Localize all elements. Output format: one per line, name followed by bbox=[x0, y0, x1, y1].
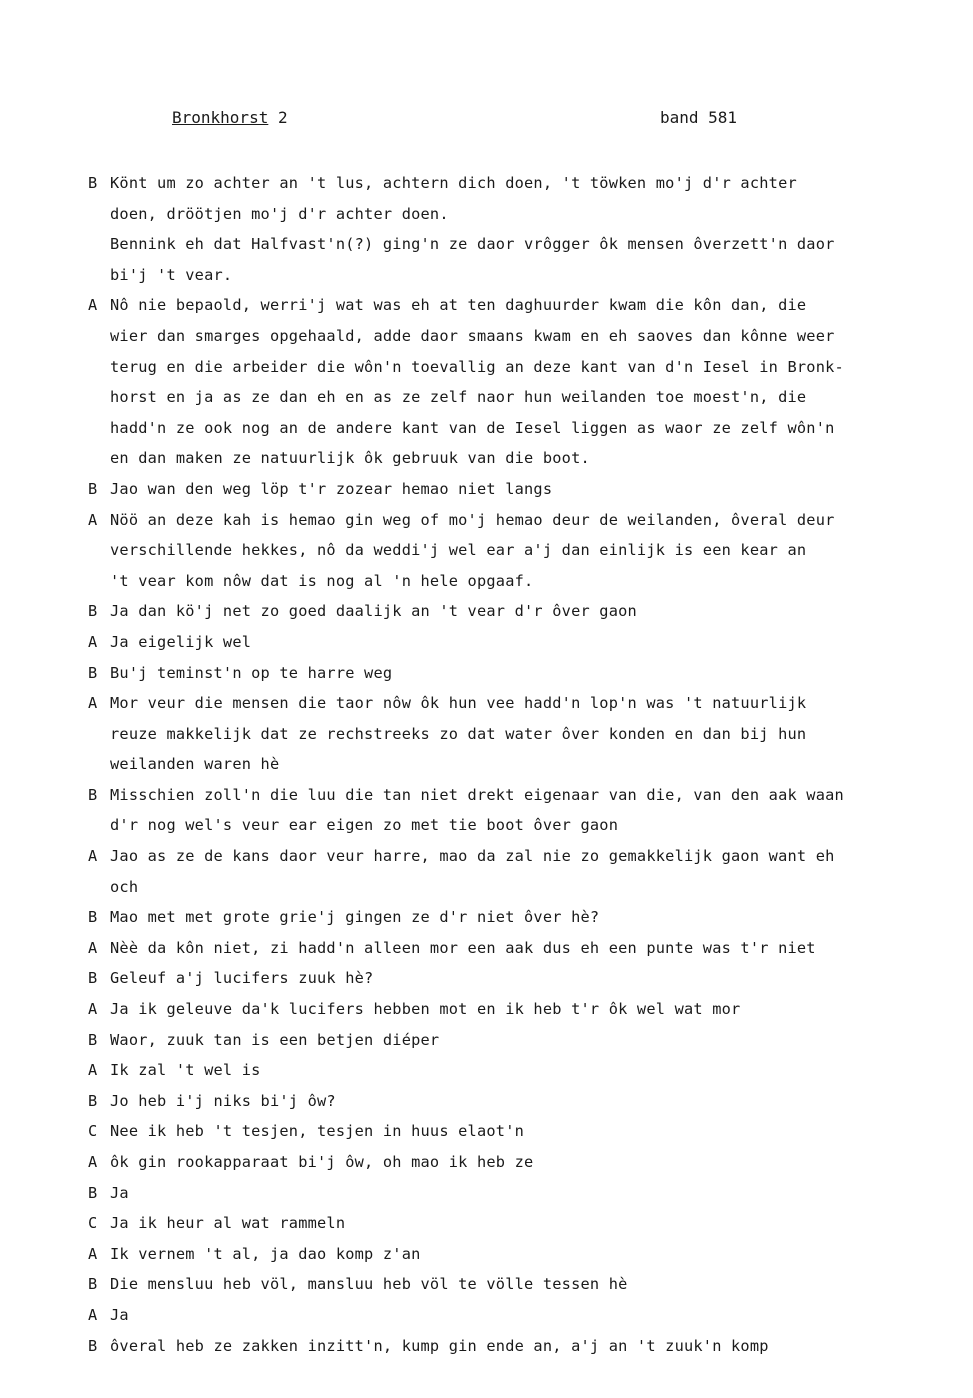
text-line: Nöö an deze kah is hemao gin weg of mo'j hemao deur de weilanden, ôveral deur bbox=[110, 510, 835, 529]
text-line: ôveral heb ze zakken inzitt'n, kump gin ende an, a'j an 't zuuk'n komp bbox=[110, 1336, 769, 1355]
transcript-turn bbox=[88, 1331, 908, 1362]
text-line: Bennink eh dat Halfvast'n(?) ging'n ze daor vrôgger ôk mensen ôverzett'n daor bbox=[110, 235, 835, 254]
transcript-turn bbox=[88, 994, 908, 1025]
text-line: Jao wan den weg löp t'r zozear hemao niet langs bbox=[110, 479, 553, 498]
text-line: verschillende hekkes, nô da weddi'j wel ear a'j dan einlijk is een kear an bbox=[110, 541, 807, 560]
transcript-turn bbox=[88, 1269, 908, 1300]
text-line: Jo heb i'j niks bi'j ôw? bbox=[110, 1091, 336, 1110]
text-line: 't vear kom nôw dat is nog al 'n hele opgaaf. bbox=[110, 571, 534, 590]
speaker-label: A bbox=[88, 847, 98, 866]
speaker-label: A bbox=[88, 632, 98, 651]
transcript-turn bbox=[88, 1300, 908, 1331]
speaker-label: B bbox=[88, 1336, 98, 1355]
turn-text bbox=[110, 933, 908, 964]
turn-text bbox=[110, 290, 908, 474]
text-line: Waor, zuuk tan is een betjen diéper bbox=[110, 1030, 440, 1049]
text-line: hadd'n ze ook nog an de andere kant van de Iesel liggen as waor ze zelf wôn'n bbox=[110, 418, 835, 437]
text-line: och bbox=[110, 877, 139, 896]
turn-text bbox=[110, 168, 908, 290]
speaker-label: B bbox=[88, 1183, 98, 1202]
transcript bbox=[88, 168, 908, 1361]
speaker-label: A bbox=[88, 296, 98, 315]
text-line: ôk gin rookapparaat bi'j ôw, oh mao ik heb ze bbox=[110, 1153, 534, 1171]
speaker-label: B bbox=[88, 663, 98, 682]
turn-text bbox=[110, 1147, 908, 1178]
text-line: Ik vernem 't al, ja dao komp z'an bbox=[110, 1244, 421, 1263]
turn-text bbox=[110, 1116, 908, 1147]
transcript-turn bbox=[88, 1055, 908, 1086]
text-line: Nèè da kôn niet, zi hadd'n alleen mor een aak dus eh een punte was t'r niet bbox=[110, 938, 816, 957]
turn-text bbox=[110, 1208, 908, 1239]
speaker-label: B bbox=[88, 785, 98, 804]
turn-text bbox=[110, 1178, 908, 1209]
transcript-turn bbox=[88, 1147, 908, 1178]
text-line: Jao as ze de kans daor veur harre, mao da zal nie zo gemakkelijk gaon want eh bbox=[110, 847, 835, 866]
text-line: Nô nie bepaold, werri'j wat was eh at ten daghuurder kwam die kôn dan, die bbox=[110, 296, 807, 315]
text-line: Könt um zo achter an 't lus, achtern dich doen, 't töwken mo'j d'r achter bbox=[110, 174, 797, 192]
turn-text bbox=[110, 1300, 908, 1331]
turn-text bbox=[110, 596, 908, 627]
speaker-label: B bbox=[88, 174, 98, 192]
turn-text bbox=[110, 841, 908, 902]
speaker-label: A bbox=[88, 1153, 98, 1171]
text-line: Ja bbox=[110, 1183, 129, 1202]
speaker-label: A bbox=[88, 1061, 98, 1080]
speaker-label: B bbox=[88, 1275, 98, 1294]
speaker-label: B bbox=[88, 1091, 98, 1110]
transcript-turn bbox=[88, 168, 908, 290]
text-line: Ja dan kö'j net zo goed daalijk an 't vear d'r ôver gaon bbox=[110, 602, 637, 621]
transcript-turn bbox=[88, 688, 908, 780]
transcript-turn bbox=[88, 1239, 908, 1270]
text-line: Mor veur die mensen die taor nôw ôk hun vee hadd'n lop'n was 't natuurlijk bbox=[110, 694, 807, 713]
turn-text bbox=[110, 1025, 908, 1056]
speaker-label: A bbox=[88, 1244, 98, 1263]
transcript-turn bbox=[88, 1116, 908, 1147]
transcript-turn bbox=[88, 1208, 908, 1239]
speaker-label: B bbox=[88, 908, 98, 927]
transcript-turn bbox=[88, 474, 908, 505]
transcript-turn bbox=[88, 1025, 908, 1056]
text-line: Bu'j teminst'n op te harre weg bbox=[110, 663, 393, 682]
speaker-label: B bbox=[88, 479, 98, 498]
speaker-label: C bbox=[88, 1214, 98, 1233]
text-line: Ja eigelijk wel bbox=[110, 632, 252, 651]
speaker-label: A bbox=[88, 1000, 98, 1019]
turn-text bbox=[110, 1239, 908, 1270]
transcript-turn bbox=[88, 1086, 908, 1117]
text-line: Ja ik heur al wat rammeln bbox=[110, 1214, 346, 1233]
text-line: Ja ik geleuve da'k lucifers hebben mot en ik heb t'r ôk wel wat mor bbox=[110, 1000, 741, 1019]
text-line: Geleuf a'j lucifers zuuk hè? bbox=[110, 969, 374, 988]
transcript-turn bbox=[88, 596, 908, 627]
turn-text bbox=[110, 1331, 908, 1362]
turn-text bbox=[110, 1269, 908, 1300]
speaker-label: A bbox=[88, 1305, 98, 1324]
transcript-turn bbox=[88, 963, 908, 994]
turn-text bbox=[110, 627, 908, 658]
text-line: weilanden waren hè bbox=[110, 755, 280, 774]
text-line: Die mensluu heb völ, mansluu heb völ te völle tessen hè bbox=[110, 1275, 628, 1294]
speaker-label: C bbox=[88, 1122, 98, 1141]
text-line: Ik zal 't wel is bbox=[110, 1061, 261, 1080]
turn-text bbox=[110, 902, 908, 933]
text-line: en dan maken ze natuurlijk ôk gebruuk van die boot. bbox=[110, 449, 590, 468]
transcript-turn bbox=[88, 780, 908, 841]
turn-text bbox=[110, 658, 908, 689]
turn-text bbox=[110, 780, 908, 841]
text-line: d'r nog wel's veur ear eigen zo met tie boot ôver gaon bbox=[110, 816, 619, 835]
speaker-label: A bbox=[88, 938, 98, 957]
transcript-turn bbox=[88, 505, 908, 597]
text-line: Ja bbox=[110, 1305, 129, 1324]
text-line: bi'j 't vear. bbox=[110, 265, 233, 284]
header-title-number: 2 bbox=[277, 108, 288, 127]
text-line: horst en ja as ze dan eh en as ze zelf naor hun weilanden toe moest'n, die bbox=[110, 388, 807, 407]
turn-text bbox=[110, 688, 908, 780]
speaker-label: B bbox=[88, 1030, 98, 1049]
speaker-label: A bbox=[88, 510, 98, 529]
header-title-name: Bronkhorst bbox=[172, 108, 269, 127]
text-line: wier dan smarges opgehaald, adde daor smaans kwam en eh saoves dan kônne weer bbox=[110, 326, 835, 345]
page-header bbox=[172, 108, 737, 134]
transcript-turn bbox=[88, 902, 908, 933]
transcript-turn bbox=[88, 290, 908, 474]
text-line: Misschien zoll'n die luu die tan niet drekt eigenaar van die, van den aak waan bbox=[110, 785, 844, 804]
turn-text bbox=[110, 1055, 908, 1086]
turn-text bbox=[110, 963, 908, 994]
transcript-turn bbox=[88, 933, 908, 964]
turn-text bbox=[110, 474, 908, 505]
transcript-turn bbox=[88, 841, 908, 902]
text-line: terug en die arbeider die wôn'n toevallig an deze kant van d'n Iesel in Bronk- bbox=[110, 357, 844, 376]
speaker-label: B bbox=[88, 969, 98, 988]
turn-text bbox=[110, 1086, 908, 1117]
speaker-label: B bbox=[88, 602, 98, 621]
turn-text bbox=[110, 505, 908, 597]
header-title bbox=[172, 108, 288, 127]
transcript-turn bbox=[88, 658, 908, 689]
text-line: reuze makkelijk dat ze rechstreeks zo dat water ôver konden en dan bij hun bbox=[110, 724, 807, 743]
text-line: doen, dröötjen mo'j d'r achter doen. bbox=[110, 204, 449, 223]
turn-text bbox=[110, 994, 908, 1025]
header-band: band 581 bbox=[659, 108, 737, 127]
transcript-turn bbox=[88, 627, 908, 658]
text-line: Nee ik heb 't tesjen, tesjen in huus elaot'n bbox=[110, 1122, 525, 1141]
text-line: Mao met met grote grie'j gingen ze d'r niet ôver hè? bbox=[110, 908, 600, 927]
speaker-label: A bbox=[88, 694, 98, 713]
transcript-turn bbox=[88, 1178, 908, 1209]
